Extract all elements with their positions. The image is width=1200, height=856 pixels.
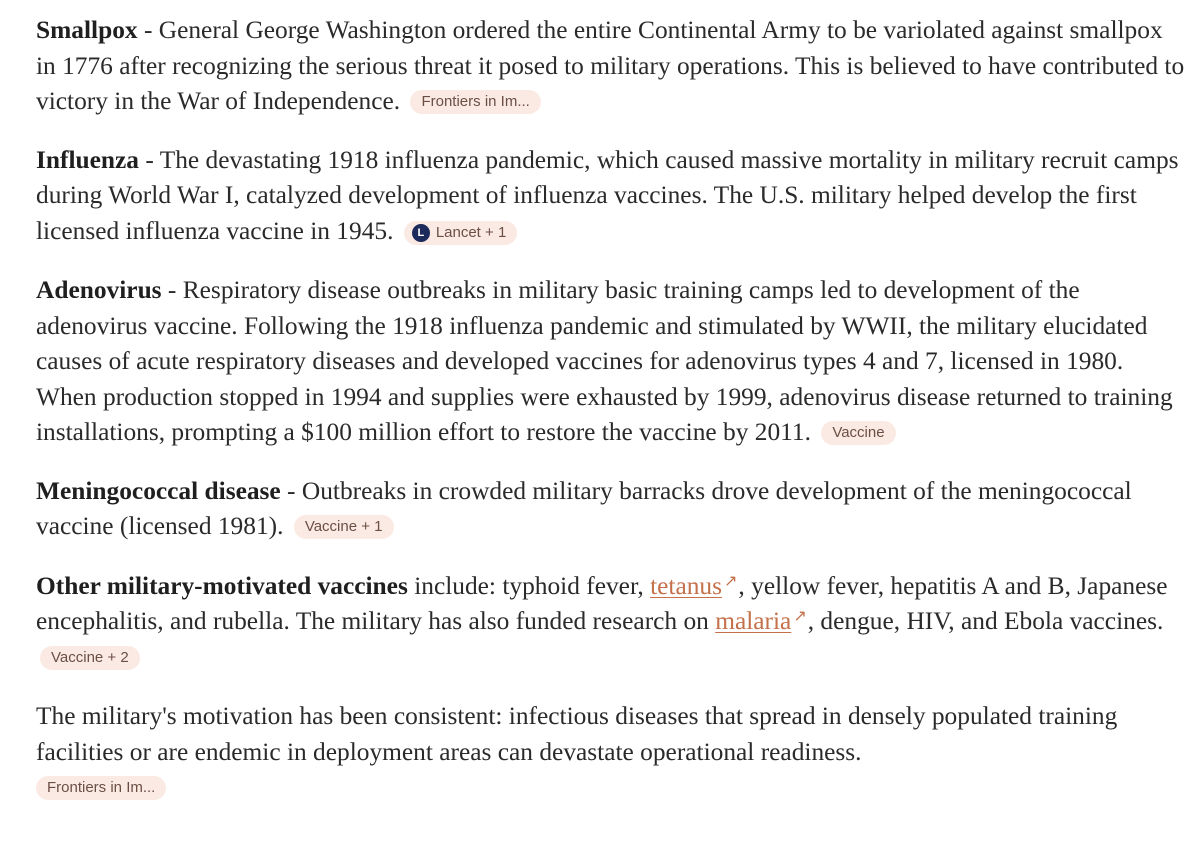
response-body bbox=[36, 13, 1186, 806]
citation-label: Vaccine bbox=[832, 424, 885, 441]
citation-chip-lancet[interactable] bbox=[404, 221, 517, 245]
paragraph-text: - General George Washington ordered the entire Continental Army to be variolated against smallpox in 1776 after recognizing the serious threat it posed to military operations. This is believed to have contributed to victory in the War of Independence. bbox=[36, 16, 1185, 115]
paragraph-text: include: typhoid fever, bbox=[407, 571, 651, 600]
paragraph-text: , yellow fever, hepatitis A and B, Japanese encephalitis, and rubella. The military has also funded research on bbox=[36, 571, 1168, 635]
paragraph-text: - Outbreaks in crowded military barracks drove development of the meningococcal vaccine (licensed 1981). bbox=[36, 476, 1132, 540]
citation-label: Frontiers in Im... bbox=[47, 779, 156, 796]
paragraph-adenovirus bbox=[36, 273, 1186, 451]
paragraph-other-vaccines bbox=[36, 569, 1186, 676]
paragraph-text: - The devastating 1918 influenza pandemic, which caused massive mortality in military recruit camps during World War I, catalyzed development of influenza vaccines. The U.S. military helped develop the first licensed influenza vaccine in 1945. bbox=[36, 145, 1179, 245]
citation-label: Vaccine + 2 bbox=[51, 648, 129, 666]
paragraph-meningococcal bbox=[36, 474, 1186, 545]
term-adenovirus: Adenovirus bbox=[36, 276, 162, 304]
external-link-arrow-icon[interactable]: ↗ bbox=[793, 606, 807, 625]
link-tetanus[interactable]: tetanus bbox=[650, 571, 723, 600]
citation-label: Vaccine + 1 bbox=[304, 518, 383, 535]
term-influenza: Influenza bbox=[36, 145, 139, 174]
paragraph-text: , dengue, HIV, and Ebola vaccines. bbox=[807, 607, 1164, 635]
paragraph-smallpox bbox=[36, 13, 1186, 120]
term-meningococcal: Meningococcal disease bbox=[36, 476, 281, 505]
paragraph-influenza bbox=[36, 143, 1186, 250]
citation-label: Frontiers in Im... bbox=[421, 93, 530, 110]
paragraph-closing bbox=[36, 699, 1186, 806]
term-smallpox: Smallpox bbox=[36, 16, 138, 44]
term-other-vaccines: Other military-motivated vaccines bbox=[36, 571, 408, 600]
citation-chip-vaccine[interactable] bbox=[821, 421, 895, 445]
paragraph-text: The military's motivation has been consistent: infectious diseases that spread in densely populated training facilities or are endemic in deployment areas can devastate operational readiness. bbox=[36, 702, 1118, 766]
paragraph-text: - Respiratory disease outbreaks in military basic training camps led to development of the adenovirus vaccine. Following the 1918 influenza pandemic and stimulated by WWII, the military elucidated causes of acute respiratory diseases and developed vaccines for adenovirus types 4 and 7, licensed in 1980. When production stopped in 1994 and supplies were exhausted by 1999, adenovirus disease returned to training installations, prompting a $100 million effort to restore the vaccine by 2011. bbox=[36, 276, 1173, 446]
citation-chip-frontiers[interactable] bbox=[36, 776, 166, 800]
citation-chip-vaccine-plus-1[interactable] bbox=[294, 515, 394, 539]
lancet-logo-icon: L bbox=[412, 224, 430, 242]
external-link-arrow-icon[interactable]: ↗ bbox=[724, 570, 738, 590]
citation-chip-vaccine-plus-2[interactable] bbox=[40, 646, 140, 670]
citation-label: Lancet + 1 bbox=[435, 223, 507, 241]
link-malaria[interactable]: malaria bbox=[715, 607, 792, 635]
citation-chip-frontiers[interactable] bbox=[410, 90, 540, 114]
